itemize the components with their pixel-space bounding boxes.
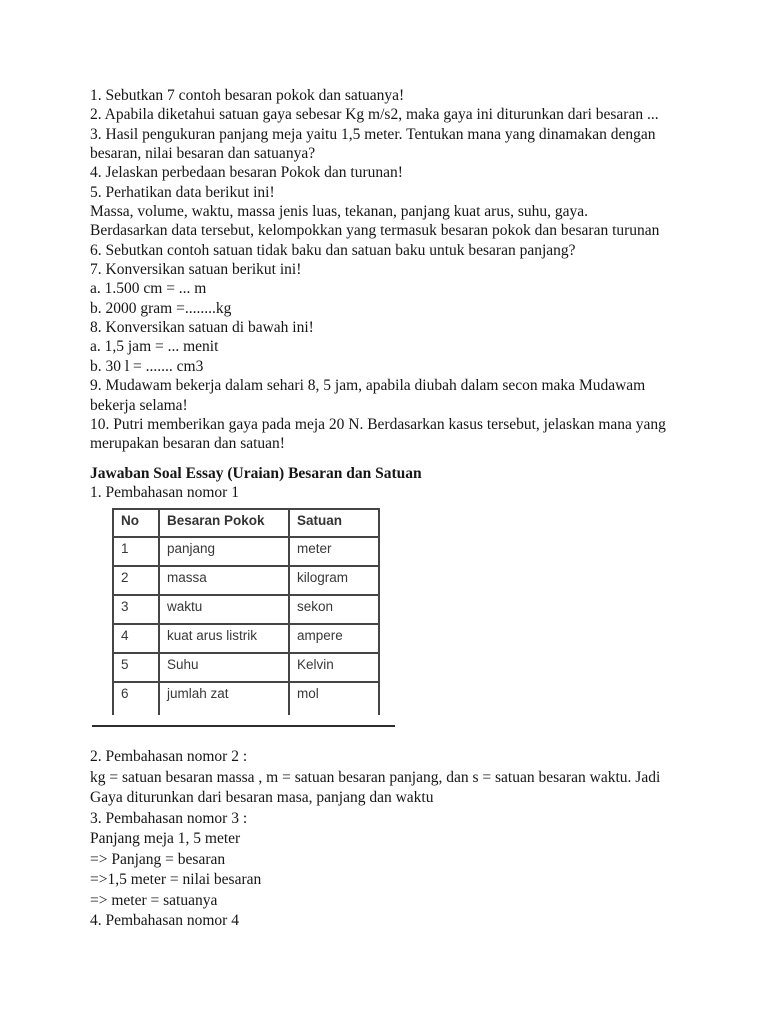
question-line: 6. Sebutkan contoh satuan tidak baku dan satuan baku untuk besaran panjang? [90, 241, 576, 259]
table-cell: 4 [113, 624, 159, 653]
answer-line: 4. Pembahasan nomor 4 [90, 912, 239, 929]
question-line: 10. Putri memberikan gaya pada meja 20 N. Berdasarkan kasus tersebut, jelaskan mana yang [90, 415, 666, 433]
answers-intro: 1. Pembahasan nomor 1 [90, 484, 239, 502]
horizontal-divider [92, 725, 395, 727]
table-cell: waktu [159, 595, 289, 624]
table-cell: jumlah zat [159, 682, 289, 715]
answer-line: Panjang meja 1, 5 meter [90, 830, 241, 847]
question-line: Massa, volume, waktu, massa jenis luas, tekanan, panjang kuat arus, suhu, gaya. [90, 203, 589, 221]
table-header-satuan: Satuan [289, 509, 379, 537]
table-cell: kilogram [289, 566, 379, 595]
table-cell: 5 [113, 653, 159, 682]
question-line: a. 1.500 cm = ... m [90, 280, 207, 298]
questions-section [90, 86, 666, 454]
question-line: b. 2000 gram =........kg [90, 299, 232, 317]
question-line: 3. Hasil pengukuran panjang meja yaitu 1,5 meter. Tentukan mana yang dinamakan dengan [90, 125, 656, 143]
table-cell: kuat arus listrik [159, 624, 289, 653]
question-line: 1. Sebutkan 7 contoh besaran pokok dan satuanya! [90, 87, 405, 104]
table-cell: Suhu [159, 653, 289, 682]
table-cell: meter [289, 537, 379, 566]
answer-line: =>1,5 meter = nilai besaran [90, 871, 262, 888]
table-row [113, 624, 379, 653]
table-cell: panjang [159, 537, 289, 566]
table-cell: sekon [289, 595, 379, 624]
table-cell: 2 [113, 566, 159, 595]
question-line: 9. Mudawam bekerja dalam sehari 8, 5 jam, apabila diubah dalam secon maka Mudawam [90, 377, 646, 395]
question-line: 7. Konversikan satuan berikut ini! [90, 261, 302, 279]
table-row [113, 682, 379, 715]
answer-line: => meter = satuanya [90, 891, 218, 909]
answer-line: kg = satuan besaran massa , m = satuan besaran panjang, dan s = satuan besaran waktu. Jadi [90, 768, 661, 786]
question-line: merupakan besaran dan satuan! [90, 435, 285, 453]
answers-heading: Jawaban Soal Essay (Uraian) Besaran dan Satuan [90, 465, 422, 482]
answer-line: Gaya diturunkan dari besaran masa, panjang dan waktu [90, 789, 434, 806]
table-row [113, 537, 379, 566]
answer-line: 3. Pembahasan nomor 3 : [90, 809, 248, 827]
question-line: 8. Konversikan satuan di bawah ini! [90, 319, 314, 337]
answer-line: 2. Pembahasan nomor 2 : [90, 748, 248, 765]
question-line: 4. Jelaskan perbedaan besaran Pokok dan turunan! [90, 164, 403, 182]
question-line: 2. Apabila diketahui satuan gaya sebesar Kg m/s2, maka gaya ini diturunkan dari besaran ... [90, 106, 659, 124]
table-header-row [113, 509, 379, 537]
table-cell: 6 [113, 682, 159, 715]
question-line: bekerja selama! [90, 396, 188, 414]
question-line: Berdasarkan data tersebut, kelompokkan yang termasuk besaran pokok dan besaran turunan [90, 222, 660, 240]
table-cell: ampere [289, 624, 379, 653]
table-cell: Kelvin [289, 653, 379, 682]
question-line: 5. Perhatikan data berikut ini! [90, 183, 275, 201]
answers-table [112, 508, 380, 715]
table-cell: massa [159, 566, 289, 595]
table-header-besaran-pokok: Besaran Pokok [159, 509, 289, 537]
question-line: b. 30 l = ....... cm3 [90, 357, 204, 375]
table-row [113, 595, 379, 624]
table-cell: mol [289, 682, 379, 715]
table-header-no: No [113, 509, 159, 537]
answers-section [90, 747, 660, 932]
table-row [113, 566, 379, 595]
table-row [113, 653, 379, 682]
answers-header-block [90, 464, 422, 503]
answer-line: => Panjang = besaran [90, 850, 226, 868]
table-cell: 1 [113, 537, 159, 566]
question-line: besaran, nilai besaran dan satuanya? [90, 145, 316, 163]
table-cell: 3 [113, 595, 159, 624]
question-line: a. 1,5 jam = ... menit [90, 338, 219, 356]
